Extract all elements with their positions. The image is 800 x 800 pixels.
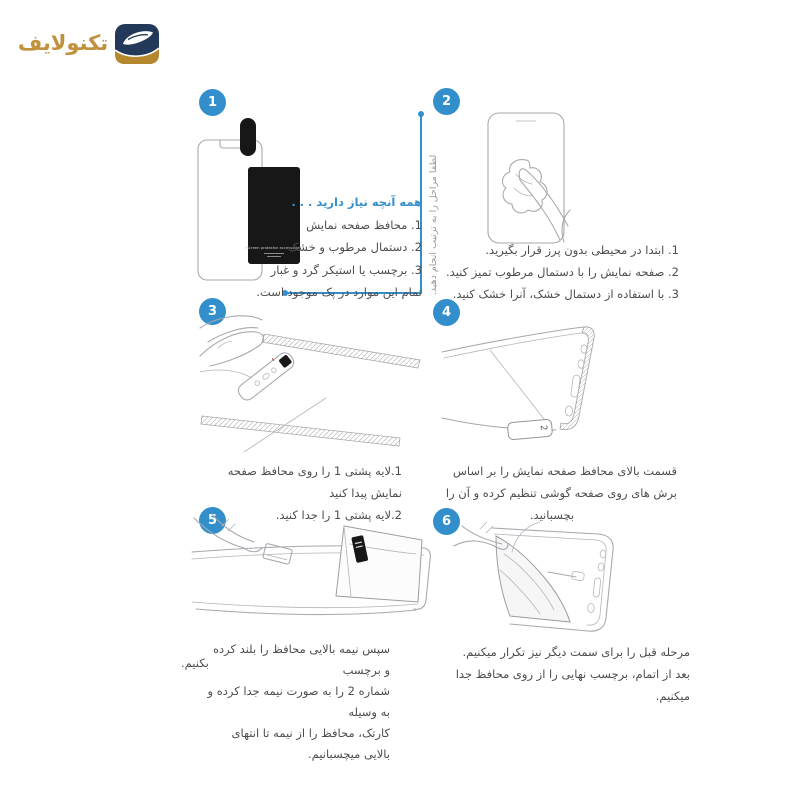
- backing-layer-strip: [234, 348, 296, 402]
- step-3-illustration: [198, 312, 428, 460]
- pull-tab-label: 2: [537, 424, 549, 432]
- step-2-line-2: 2. صفحه نمایش را با دستمال مرطوب تمیز کنید.: [446, 265, 679, 279]
- step-1-line-4: تمام این موارد در پک موجود است.: [256, 285, 422, 299]
- strip-hole-2: [262, 372, 271, 380]
- hand-finger-top: [526, 170, 568, 226]
- lifted-protector-film: [336, 526, 422, 602]
- phone-top-edge-outer: [442, 327, 584, 352]
- step-2-line-3: 3. با استفاده از دستمال خشک، آنرا خشک کنید.: [452, 287, 679, 301]
- step-3-caption: [226, 460, 402, 526]
- strip-tab: [278, 354, 292, 368]
- step-5-stray-word: بکنیم.: [181, 656, 209, 670]
- bracket-dot-top: [418, 111, 424, 117]
- step-4-number: 4: [433, 299, 460, 326]
- strip-hole-3: [254, 380, 260, 386]
- brand-logo-text: تکنولایف: [17, 31, 109, 55]
- step-4-caption: [427, 460, 677, 526]
- side-button-2: [578, 360, 584, 368]
- hand-detail-lines: [200, 341, 252, 378]
- motion-line-2: [486, 526, 493, 533]
- step-6-number: 6: [433, 508, 460, 535]
- phone-outline: [488, 113, 564, 243]
- step-5-number: 5: [199, 507, 226, 534]
- step-1-heading: همه آنچه نیاز دارید . . .: [291, 195, 422, 209]
- step-3-line-1: 1.لایه پشتی 1 را روی محافظ صفحه نمایش پیدا کنید: [227, 464, 402, 500]
- brand-logo: [0, 0, 180, 90]
- step-6-line-2: بعد از اتمام، برچسب نهایی را از روی محافظ جدا میکنیم.: [455, 667, 690, 703]
- strip-hole-1: [271, 367, 277, 373]
- step-6-caption: [418, 641, 690, 707]
- step-4-line-3: بچسبانید.: [529, 508, 575, 522]
- hand-finger-upper: [200, 316, 262, 328]
- hand-thumb: [562, 210, 570, 242]
- brand-logo-icon: [115, 24, 159, 64]
- peeling-film: [496, 536, 570, 622]
- side-button-1: [600, 550, 606, 558]
- step-1-number: 1: [199, 89, 226, 116]
- side-button-3: [566, 406, 573, 416]
- step-2-caption: [425, 239, 679, 305]
- step-6-line-1: مرحله قبل را برای سمت دیگر نیز تکرار میکنیم.: [462, 645, 690, 659]
- film-corner-curve: [512, 522, 540, 552]
- hand-finger-outer: [454, 541, 498, 548]
- side-button-3: [588, 603, 594, 612]
- step-3-line-2: 2.لایه پشتی 1 را جدا کنید.: [275, 508, 402, 522]
- phone-side-band: [560, 327, 594, 430]
- accessory-card-label: (Screen protector accessories): [245, 245, 303, 250]
- vertical-note: لطفا مراحل را به ترتیب انجام دهید.: [428, 154, 439, 296]
- step-2-illustration: [468, 108, 603, 258]
- step-2-line-1: 1. ابتدا در محیطی بدون پرز قرار بگیرید.: [485, 243, 679, 257]
- step-1-line-3: 3. برچسب یا استیکر گرد و غبار: [270, 262, 422, 277]
- step-5-illustration: [188, 512, 433, 644]
- step-2-number: 2: [433, 88, 460, 115]
- step-4-line-1: قسمت بالای محافظ صفحه نمایش را بر اساس: [452, 464, 677, 478]
- hand-thumb: [200, 332, 263, 366]
- phone-bottom-edge-outer: [196, 609, 416, 614]
- step-5-caption: [205, 639, 390, 765]
- pull-tab: [507, 419, 552, 440]
- phone-bottom-edge-inner: [192, 602, 418, 608]
- step-1-line-1: 1. محافظ صفحه نمایش: [306, 217, 422, 232]
- step-5-line-1: سپس نیمه بالایی محافظ را بلند کرده و برچسب: [213, 642, 390, 677]
- hand-finger-bottom: [520, 180, 560, 240]
- protector-edge-band-bottom: [201, 416, 400, 446]
- step-1-line-2: 2. دستمال مرطوب و خشک: [288, 240, 422, 254]
- side-button-2: [598, 563, 604, 571]
- step-6-illustration: [452, 518, 632, 646]
- step-1-caption: [250, 191, 422, 304]
- glass-edge-line: [490, 350, 548, 424]
- side-button-1: [581, 345, 587, 353]
- dust-sticker-shape: [240, 118, 256, 156]
- protector-notch: [220, 140, 242, 148]
- side-button-pill: [593, 578, 601, 598]
- phone-top-edge-inner: [444, 333, 582, 358]
- step-5-line-3: کارتک، محافظ را از نیمه تا انتهای بالایی میچسبانیم.: [231, 726, 390, 761]
- cloth-creases: [514, 174, 532, 196]
- step-4-illustration: [438, 318, 628, 456]
- step-4-line-2: برش های روی صفحه گوشی تنظیم کرده و آن را: [445, 486, 677, 500]
- step-3-number: 3: [199, 298, 226, 325]
- step-5-line-2: شماره 2 را به صورت نیمه جدا کرده و به وسیله: [207, 684, 390, 719]
